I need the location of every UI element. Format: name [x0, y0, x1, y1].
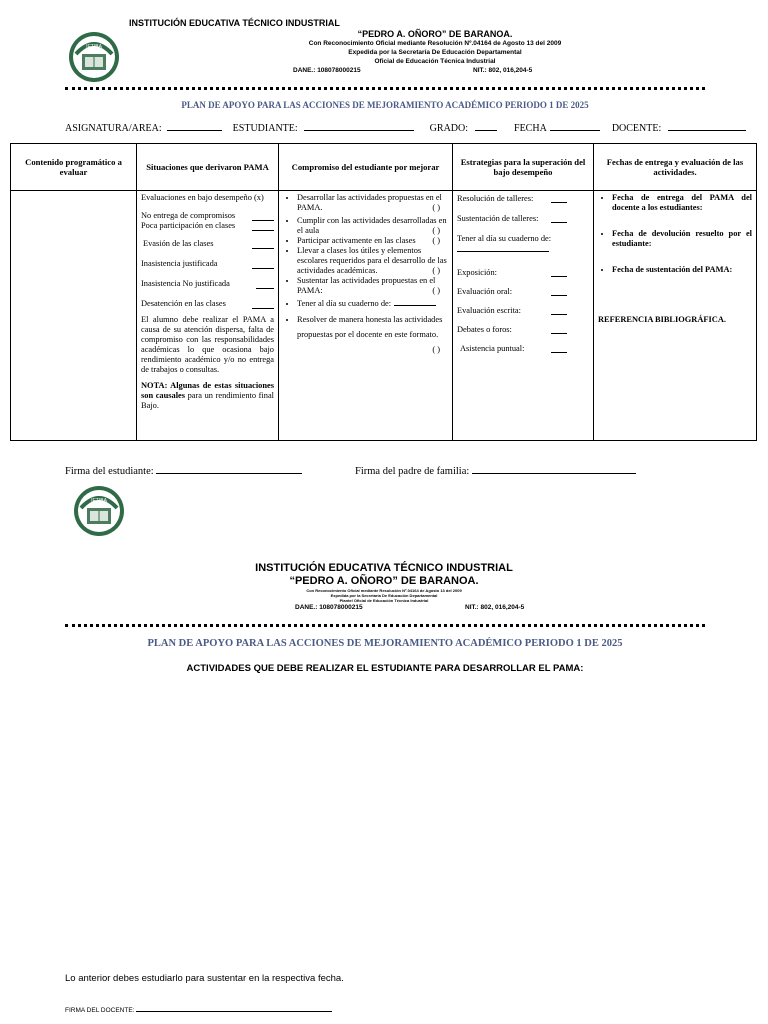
- estrategia-item: Resolución de talleres:: [457, 194, 589, 203]
- situacion-item: Desatención en las clases: [141, 299, 274, 309]
- logo-text: IETIBA: [86, 44, 102, 50]
- estrategia-item: Evaluación oral:: [457, 287, 589, 296]
- firma-docente: FIRMA DEL DOCENTE:: [65, 1004, 332, 1014]
- form-fields-row: [65, 121, 746, 134]
- estrategia-item: Debates o foros:: [457, 325, 589, 334]
- fecha-field[interactable]: [550, 121, 600, 131]
- institution-name: INSTITUCIÓN EDUCATIVA TÉCNICO INDUSTRIAL: [129, 18, 340, 28]
- asignatura-field[interactable]: [167, 121, 222, 131]
- header-situaciones: Situaciones que derivaron PAMA: [137, 144, 279, 191]
- estrategia-item: Sustentación de talleres:: [457, 214, 589, 223]
- study-note: Lo anterior debes estudiarlo para sustentar en la respectiva fecha.: [65, 973, 344, 984]
- fecha-item: • Fecha de devolución resuelto por el estudiante:: [612, 229, 752, 249]
- grado-label: GRADO:: [429, 123, 469, 134]
- institution-subname: “PEDRO A. OÑORO” DE BARANOA.: [357, 29, 513, 39]
- situaciones-cell: [137, 191, 279, 441]
- situaciones-paragraph: El alumno debe realizar el PAMA a causa de su atención dispersa, falta de compromiso con las responsabilidades académicas lo que ocasiona bajo rendimiento académico y/o no entrega de trabajos o consultas.: [141, 315, 274, 374]
- nit-code: NIT.: 802, 016,204-5: [473, 67, 533, 74]
- compromiso-item: • Llevar a clases los útiles y elementos escolares requeridos para el desarrollo de las actividades académicas. ( ): [297, 246, 448, 276]
- compromiso-item: • Sustentar las actividades propuestas en el PAMA: ( ): [297, 276, 448, 296]
- compromiso-cell: [279, 191, 453, 441]
- dotted-divider: [65, 87, 705, 90]
- firma-padre: Firma del padre de familia:: [355, 464, 636, 477]
- firma-docente-field[interactable]: [136, 1004, 332, 1012]
- estudiante-field[interactable]: [304, 121, 414, 131]
- compromiso-item: • Cumplir con las actividades desarrolladas en el aula ( ): [297, 216, 448, 236]
- estrategias-cell: [453, 191, 594, 441]
- header-compromiso: Compromiso del estudiante por mejorar: [279, 144, 453, 191]
- activities-area[interactable]: [65, 680, 705, 960]
- situacion-item: No entrega de compromisos: [141, 211, 274, 221]
- contenido-cell[interactable]: [11, 191, 137, 441]
- compromiso-item: • Desarrollar las actividades propuestas en el PAMA. ( ): [297, 193, 448, 213]
- situacion-item: Poca participación en clases: [141, 221, 274, 231]
- issued-by-line: Expedida por la Secretaría De Educación Departamental: [348, 49, 522, 56]
- estrategia-item: Tener al día su cuaderno de:: [457, 234, 552, 243]
- grado-field[interactable]: [475, 121, 497, 131]
- estrategia-item: Asistencia puntual:: [457, 344, 589, 353]
- logo-text: IETIBA: [91, 498, 107, 504]
- firma-estudiante-field[interactable]: [156, 464, 302, 474]
- situacion-item: Evasión de las clases: [141, 239, 274, 249]
- plan-title-2: PLAN DE APOYO PARA LAS ACCIONES DE MEJORAMIENTO ACADÉMICO PERIODO 1 DE 2025: [147, 638, 623, 649]
- header-estrategias: Estrategias para la superación del bajo desempeño: [453, 144, 594, 191]
- fecha-label: FECHA: [514, 123, 547, 134]
- compromiso-item: • Tener al día su cuaderno de:: [297, 299, 448, 309]
- fecha-item: • Fecha de entrega del PAMA del docente a los estudiantes:: [612, 193, 752, 213]
- nit-code-2: NIT.: 802, 016,204-5: [465, 604, 525, 611]
- school-logo: [71, 484, 127, 538]
- compromiso-item: • Participar activamente en las clases ( ): [297, 236, 448, 246]
- firma-padre-field[interactable]: [472, 464, 636, 474]
- firma-estudiante: Firma del estudiante:: [65, 464, 302, 477]
- school-logo: [66, 30, 122, 84]
- referencia-bibliografica: REFERENCIA BIBLIOGRÁFICA.: [598, 315, 726, 324]
- official-line: Oficial de Educación Técnica Industrial: [374, 58, 496, 65]
- official-line-2: Plantel Oficial de Educación Técnica Industrial: [339, 598, 429, 603]
- situacion-item: Evaluaciones en bajo desempeño (x): [141, 193, 264, 202]
- recognition-line: Con Reconocimiento Oficial mediante Resolución Nº.04164 de Agosto 13 del 2009: [308, 40, 562, 47]
- situaciones-note: NOTA: Algunas de estas situaciones son causales para un rendimiento final Bajo.: [141, 381, 274, 410]
- institution-subname-2: “PEDRO A. OÑORO” DE BARANOA.: [289, 575, 479, 587]
- compromiso-item: • Resolver de manera honesta las actividades propuestas por el docente en este formato. ( ): [297, 312, 448, 342]
- activities-title: ACTIVIDADES QUE DEBE REALIZAR EL ESTUDIANTE PARA DESARROLLAR EL PAMA:: [186, 663, 584, 674]
- docente-field[interactable]: [668, 121, 746, 131]
- estrategia-item: Exposición:: [457, 268, 589, 277]
- plan-title: PLAN DE APOYO PARA LAS ACCIONES DE MEJORAMIENTO ACADÉMICO PERIODO 1 DE 2025: [181, 100, 589, 110]
- header-contenido: Contenido programático a evaluar: [11, 144, 137, 191]
- institution-name-2: INSTITUCIÓN EDUCATIVA TÉCNICO INDUSTRIAL: [255, 562, 513, 574]
- table-body-row: [11, 191, 757, 441]
- recognition-line-2: Con Reconocimiento Oficial mediante Resolución Nº.04164 de Agosto 13 del 2009: [306, 588, 462, 593]
- issued-by-line-2: Expedida por la Secretaría De Educación Departamental: [330, 593, 438, 598]
- estudiante-label: ESTUDIANTE:: [232, 123, 298, 134]
- dotted-divider: [65, 624, 705, 627]
- dane-code: DANE.: 108078000215: [293, 67, 361, 74]
- docente-label: DOCENTE:: [611, 123, 662, 134]
- fechas-cell: [594, 191, 757, 441]
- situacion-item: Inasistencia justificada: [141, 259, 274, 269]
- fecha-item: • Fecha de sustentación del PAMA:: [612, 265, 752, 275]
- table-header-row: [11, 144, 757, 191]
- header-fechas: Fechas de entrega y evaluación de las actividades.: [594, 144, 757, 191]
- estrategia-item: Evaluación escrita:: [457, 306, 589, 315]
- pama-table: [10, 143, 757, 441]
- situacion-item: Inasistencia No justificada: [141, 279, 274, 289]
- dane-code-2: DANE.: 108078000215: [295, 604, 363, 611]
- asignatura-label: ASIGNATURA/AREA:: [65, 123, 162, 134]
